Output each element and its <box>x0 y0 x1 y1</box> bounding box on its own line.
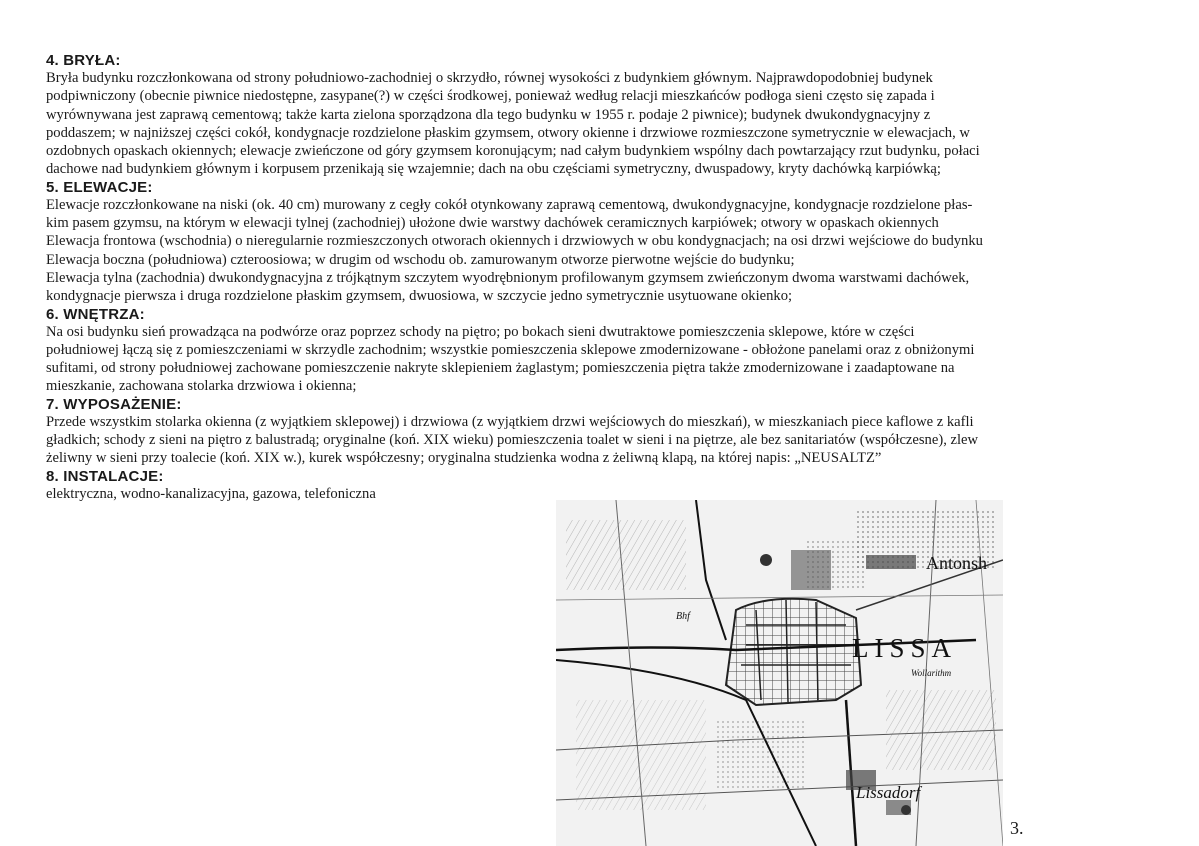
text-line: sufitami, od strony południowej zachowane pomieszczenie nakryte sklepieniem żaglastym; pomieszczenia piętra także zmodernizowane i zaadaptowane na <box>46 360 955 377</box>
text-line: wyrównywana jest zaprawą cementową; także karta zielona sporządzona dla tego budynku w 1955 r. podaje 2 piwnice); budynek dwukondygnacyjny z <box>46 106 931 123</box>
section-text <box>46 413 1158 468</box>
section-text <box>46 196 1158 306</box>
section-wnetrza <box>46 306 1158 396</box>
map-label-lissadorf: Lissadorf <box>856 783 921 802</box>
map-label-lissa: LISSA <box>852 633 958 663</box>
text-line: Przede wszystkim stolarka okienna (z wyjątkiem sklepowej) i drzwiowa (z wyjątkiem drzwi wejściowych do mieszkań), w mieszkaniach piece kaflowe z kafli <box>46 413 974 430</box>
text-line: dachowe nad budynkiem głównym i korpusem przenikają się wzajemnie; dach na obu częściami symetryczny, dwuspadowy, kryty dachówką karpiówką; <box>46 161 941 178</box>
text-line: żeliwny w sieni przy toalecie (koń. XIX w.), kurek współczesny; oryginalna studzienka wodna z żeliwną klapą, na której napis: „NEUSALTZ” <box>46 450 882 467</box>
section-heading: 5. ELEWACJE: <box>46 178 153 196</box>
section-instalacje <box>46 468 526 503</box>
text-line: gładkich; schody z sieni na piętro z balustradą; oryginalne (koń. XIX wieku) pomieszczenia toalet w sieni i na piętrze, ale bez sanitariatów (współczesne), zlew <box>46 432 979 449</box>
text-line: ozdobnych opaskach okiennych; elewacje zwieńczone od góry gzymsem koronującym; nad całym budynkiem wspólny dach powtarzający rzut budynku, połaci <box>46 143 980 160</box>
section-heading: 8. INSTALACJE: <box>46 467 164 485</box>
text-line: południowej łączą się z pomieszczeniami w skrzydle zachodnim; wszystkie pomieszczenia sklepowe zmodernizowane - obłożone panelami oraz z obniżonymi <box>46 341 975 358</box>
map-label-woll: Wollarithm <box>911 668 952 678</box>
map-label-bhf: Bhf <box>676 611 690 622</box>
section-heading: 6. WNĘTRZA: <box>46 305 145 323</box>
section-heading: 7. WYPOSAŻENIE: <box>46 395 182 413</box>
text-line: Elewacja boczna (południowa) czteroosiowa; w drugim od wschodu ob. zamurowanym otworze pierwotne wejście do budynku; <box>46 251 795 268</box>
section-text <box>46 323 1158 396</box>
section-bryla <box>46 52 1158 179</box>
page-number: 3. <box>1010 818 1024 838</box>
section-heading: 4. BRYŁA: <box>46 52 121 69</box>
section-text <box>46 485 526 503</box>
text-line: Bryła budynku rozczłonkowana od strony południowo-zachodniej o skrzydło, równej wysokości z budynkiem głównym. Najprawdopodobniej budynek <box>46 70 933 86</box>
text-line: kim pasem gzymsu, na którym w elewacji tylnej (zachodniej) ułożone dwie warstwy dachówek ceramicznych karpiówek; otwory w opaskach okiennych <box>46 215 939 232</box>
text-line: Elewacja frontowa (wschodnia) o nieregularnie rozmieszczonych otworach okiennych i drzwiowych w obu kondygnacjach; na osi drzwi wejściowe do budynku <box>46 233 983 250</box>
text-line: podpiwniczony (obecnie piwnice niedostępne, zasypane(?) w części środkowej, ponieważ według relacji mieszkańców podłoga sieni często się zapada i <box>46 88 935 105</box>
text-line: mieszkanie, zachowana stolarka drzwiowa i okienna; <box>46 378 357 395</box>
historical-map <box>556 500 1003 846</box>
text-line: elektryczna, wodno-kanalizacyjna, gazowa, telefoniczna <box>46 485 376 502</box>
section-text <box>46 69 1158 179</box>
section-wyposazenie <box>46 396 1158 468</box>
text-line: Elewacje rozczłonkowane na niski (ok. 40 cm) murowany z cegły cokół otynkowany zaprawą cementową, dwukondygnacyjne, kondygnacje rozdzielone płas- <box>46 196 973 213</box>
document-body <box>46 52 1158 503</box>
text-line: Na osi budynku sień prowadząca na podwórze oraz poprzez schody na piętro; po bokach sieni dwutraktowe pomieszczenia sklepowe, które w części <box>46 323 915 340</box>
text-line: Elewacja tylna (zachodnia) dwukondygnacyjna z trójkątnym szczytem wyodrębnionym profilowanym gzymsem zwieńczonym dwoma warstwami dachówek, <box>46 269 970 286</box>
text-line: poddaszem; w najniższej części cokół, kondygnacje rozdzielone płaskim gzymsem, otwory okienne i drzwiowe rozmieszczone symetrycznie w elewacjach, w <box>46 124 970 141</box>
section-elewacje <box>46 179 1158 306</box>
text-line: kondygnacje pierwsza i druga rozdzielone płaskim gzymsem, dwuosiowa, w szczycie jedno symetrycznie usytuowane okienko; <box>46 288 793 305</box>
map-label-antonsh: Antonsh <box>926 553 988 573</box>
